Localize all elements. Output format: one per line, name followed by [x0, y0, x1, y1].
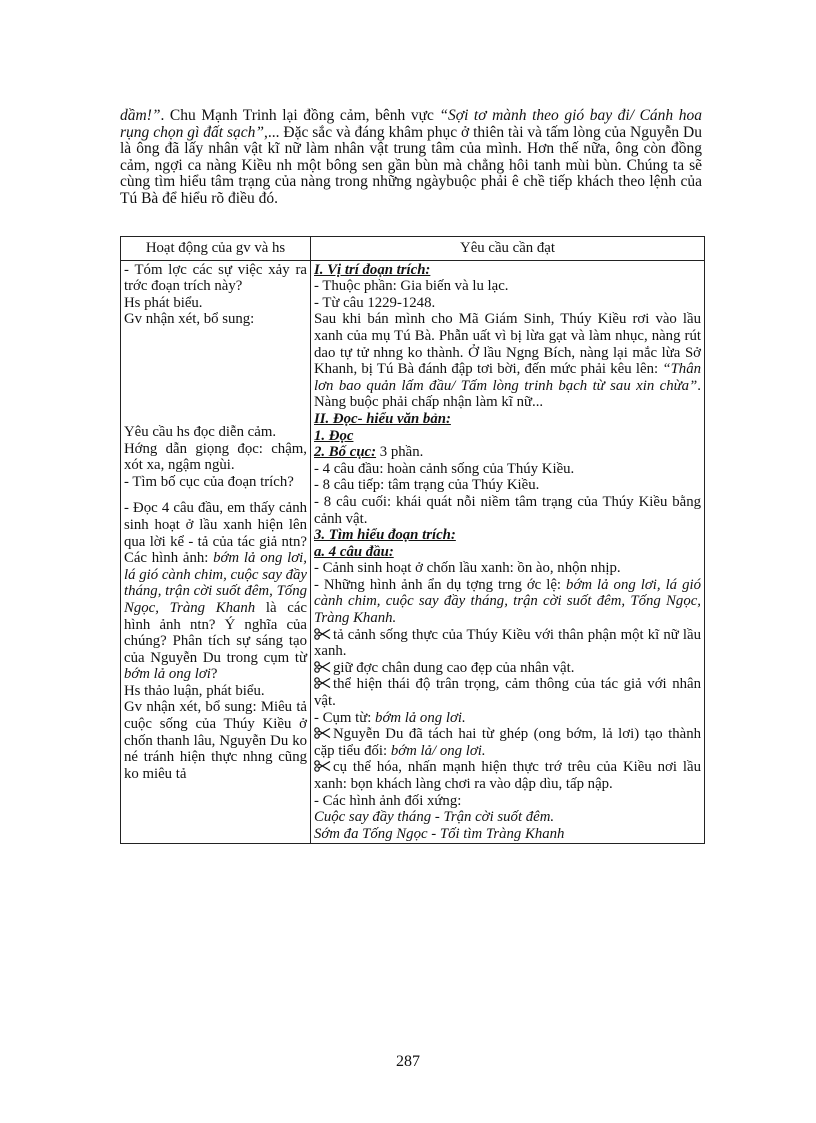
right-item: - Từ câu 1229-1248.	[314, 294, 436, 311]
right-item: - 4 câu đầu: hoàn cảnh sống của Thúy Kiều.	[314, 460, 575, 477]
right-item	[314, 627, 701, 660]
right-item	[314, 444, 701, 461]
table-header-row	[121, 237, 705, 261]
right-item	[314, 759, 701, 792]
lesson-table	[120, 236, 705, 844]
left-italic: bớm lả ong lơi	[124, 666, 211, 683]
right-italic: bớm lả/ ong lơi.	[390, 742, 486, 759]
scissors-icon	[314, 727, 331, 739]
table-row	[121, 260, 705, 844]
left-text: - Đọc 4 câu đầu, em thấy cảnh sinh hoạt ở lầu xanh hiện lên qua lời kể - tả của tác giả ntn? Các hình ảnh:	[124, 500, 307, 567]
requirements-column	[311, 260, 705, 844]
left-text: là các hình ảnh ntn? Ý nghĩa của chúng? Phân tích sự sáng tạo của Nguyễn Du trong cụm từ	[124, 599, 307, 666]
subsection-heading: a. 4 câu đầu:	[314, 543, 394, 560]
scissors-icon	[314, 628, 331, 640]
right-item	[314, 577, 701, 627]
right-item: - Thuộc phần: Gia biến và lu lạc.	[314, 278, 509, 295]
right-text: Sau khi bán mình cho Mã Giám Sinh, Thúy Kiều rơi vào lầu xanh của mụ Tú Bà. Phẫn uất vì bị lừa gạt và làm nhục, nàng rút dao tự tử nhng ko thành. Ở lầu Ngng Bích, nàng lại mắc lừa Sở Khanh, bị Tú Bà đánh đập tơi bời, đến mức phải kêu lên:	[314, 311, 701, 378]
intro-paragraph	[120, 108, 702, 207]
right-text: thể hiện thái độ trân trọng, cảm thông của tác giả với nhân vật.	[314, 676, 701, 710]
right-italic: “Thân lơn bao quản lấm đầu/ Tấm lòng trinh bạch từ sau xin chừa”	[314, 361, 701, 394]
right-item	[314, 676, 701, 709]
right-item	[314, 311, 701, 411]
right-italic: bớm lả ong lơi.	[375, 709, 466, 726]
right-item	[314, 726, 701, 759]
right-item: - 8 câu cuối: khái quát nỗi niềm tâm trạng của Thúy Kiều bằng cảnh vật.	[314, 493, 701, 527]
left-text: ?	[210, 666, 218, 683]
left-item	[124, 500, 307, 683]
intro-text-a: . Chu Mạnh Trinh lại đồng cảm, bênh vực	[160, 107, 440, 124]
right-text: giữ đợc chân dung cao đẹp của nhân vật.	[333, 659, 575, 676]
right-text: Nguyễn Du đã tách hai từ ghép (ong bớm, lả lơi) tạo thành cặp tiểu đối:	[314, 726, 701, 759]
subsection-heading: 1. Đọc	[314, 427, 354, 444]
section-heading: II. Đọc- hiểu văn bản:	[314, 410, 451, 427]
header-activities: Hoạt động của gv và hs	[121, 237, 311, 261]
right-text: 3 phần.	[376, 444, 424, 461]
right-text: cụ thể hóa, nhấn mạnh hiện thực trớ trêu của Kiều nơi lầu xanh: bọn khách làng chơi ra vào dập dìu, tấp nập.	[314, 759, 701, 792]
header-requirements: Yêu cầu cần đạt	[311, 237, 705, 261]
right-text: - Cụm từ:	[314, 709, 376, 726]
left-item: - Tìm bố cục của đoạn trích?	[124, 473, 294, 490]
right-text: tả cảnh sống thực của Thúy Kiều với thân phận một kĩ nữ lầu xanh.	[314, 626, 701, 660]
right-item: - 8 câu tiếp: tâm trạng của Thúy Kiều.	[314, 477, 540, 494]
right-text: . Nàng buộc phải chấp nhận làm kĩ nữ...	[314, 377, 701, 411]
right-text: - Những hình ảnh ẩn dụ tợng trng ớc lệ:	[314, 576, 567, 593]
right-item	[314, 710, 701, 727]
right-italic: bớm lả ong lơi, lá gió cành chim, cuộc say đầy tháng, trận cời suốt đêm, Tống Ngọc, Tràng Khanh.	[314, 576, 701, 627]
section-heading: 3. Tìm hiểu đoạn trích:	[314, 527, 456, 544]
right-item: Sớm đa Tống Ngọc - Tối tìm Tràng Khanh	[314, 825, 565, 842]
intro-text-b: ,... Đặc sắc và đáng khâm phục ở thiên tài và tấm lòng của Nguyễn Du là ông đã lấy nhân vật kĩ nữ làm nhân vật trung tâm của mình. Hơn thế nữa, ông còn đồng cảm, ngợi ca nàng Kiều nh một bông sen gần bùn mà chẳng hôi tanh mùi bùn. Chúng ta sẽ cùng tìm hiểu tâm trạng của nàng trong những ngàybuộc phải ê chề tiếp khách theo lệnh của Tú Bà để hiểu rõ điều đó.	[120, 123, 702, 207]
left-item: Gv nhận xét, bổ sung: Miêu tả cuộc sống của Thúy Kiều ở chốn thanh lâu, Nguyễn Du ko né tránh hiện thực nhng cũng ko miêu tả	[124, 699, 307, 782]
right-item: Cuộc say đầy tháng - Trận cời suốt đêm.	[314, 809, 555, 826]
left-item: Hớng dẫn giọng đọc: chậm, xót xa, ngậm ngùi.	[124, 440, 307, 474]
section-heading: I. Vị trí đoạn trích:	[314, 261, 431, 278]
scissors-icon	[314, 677, 331, 689]
right-item: - Cảnh sinh hoạt ở chốn lầu xanh: ồn ào, nhộn nhịp.	[314, 560, 621, 577]
subsection-heading: 2. Bố cục:	[314, 444, 377, 461]
left-italic: bớm lả ong lơi, lá gió cành chim, cuộc say đầy tháng, trận cời suốt đêm, Tống Ngọc, Tràng Khanh	[124, 550, 307, 616]
intro-quote: “Sợi tơ mành theo gió bay đi/ Cánh hoa rụng chọn gì đất sạch”	[120, 107, 702, 141]
page-number: 287	[396, 1053, 420, 1070]
left-item: Hs phát biểu.	[124, 294, 203, 311]
left-item: Hs thảo luận, phát biểu.	[124, 682, 265, 699]
scissors-icon	[314, 661, 331, 673]
right-item: - Các hình ảnh đối xứng:	[314, 792, 462, 809]
left-item: Yêu cầu hs đọc diễn cảm.	[124, 423, 277, 440]
intro-lead: dầm!”	[120, 107, 161, 124]
activities-column	[121, 260, 311, 844]
left-item: Gv nhận xét, bổ sung:	[124, 311, 255, 328]
right-item	[314, 660, 701, 677]
scissors-icon	[314, 760, 331, 772]
left-item: - Tóm lợc các sự việc xảy ra trớc đoạn trích này?	[124, 261, 307, 295]
